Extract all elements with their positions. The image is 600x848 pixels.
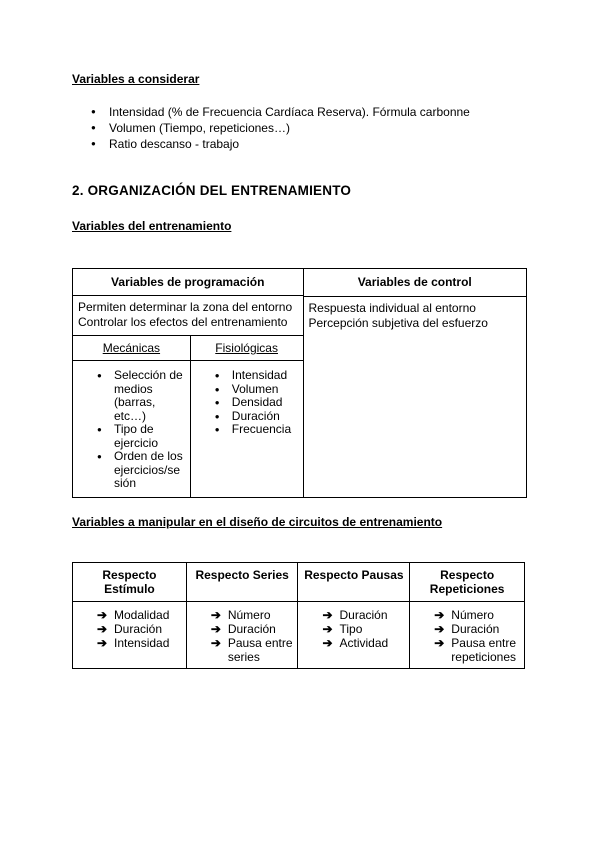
circuitos-table xyxy=(72,562,525,669)
header-line: Repeticiones xyxy=(429,582,505,596)
variables-table xyxy=(72,268,527,498)
list-item-label: Número xyxy=(451,608,494,622)
mecanicas-cell xyxy=(73,336,191,498)
list-item xyxy=(434,622,522,636)
list-item xyxy=(322,608,407,622)
header-line: Estímulo xyxy=(104,582,155,596)
list-item-line: ● Selección de xyxy=(114,368,183,382)
list-item-label: Modalidad xyxy=(114,608,170,622)
list-item xyxy=(97,608,184,622)
list-item xyxy=(114,450,190,491)
control-desc-2: Percepción subjetiva del esfuerzo xyxy=(308,316,488,330)
list-item: ● Duración xyxy=(232,410,303,424)
list-item: ● Intensidad (% de Frecuencia Cardíaca Reserva). Fórmula carbonne xyxy=(109,104,529,120)
list-item xyxy=(114,369,190,423)
list-item xyxy=(434,608,522,622)
list-item xyxy=(211,636,296,664)
repeticiones-cell xyxy=(410,602,525,669)
series-cell xyxy=(186,602,298,669)
list-item-line: etc…) xyxy=(114,408,147,423)
list-item: ● Volumen (Tiempo, repeticiones…) xyxy=(109,120,529,136)
section-title-organizacion: 2. ORGANIZACIÓN DEL ENTRENAMIENTO xyxy=(72,183,352,198)
fisiologicas-header: Fisiológicas xyxy=(191,336,303,361)
series-list xyxy=(211,608,296,664)
programacion-desc-2: Controlar los efectos del entrenamiento xyxy=(78,315,288,329)
arrow-right-icon: ➔ xyxy=(97,608,108,622)
section-heading-variables: Variables a considerar xyxy=(72,72,200,86)
list-item-label: Duración xyxy=(227,622,276,636)
section-heading-variables-entrenamiento: Variables del entrenamiento xyxy=(72,219,232,233)
arrow-right-icon: ➔ xyxy=(322,608,333,622)
list-item xyxy=(97,622,184,636)
control-desc-1: Respuesta individual al entorno xyxy=(308,301,476,315)
list-item: ● Intensidad xyxy=(232,369,303,383)
mecanicas-list xyxy=(73,361,190,497)
list-item xyxy=(322,622,407,636)
list-item: ● Ratio descanso - trabajo xyxy=(109,136,529,152)
programacion-desc xyxy=(73,296,304,336)
list-item-label: Número xyxy=(227,608,271,622)
header-control: Variables de control xyxy=(304,269,527,297)
arrow-right-icon: ➔ xyxy=(434,608,445,622)
list-item-label: Intensidad xyxy=(114,636,170,650)
mecanicas-header: Mecánicas xyxy=(73,336,190,361)
header-series xyxy=(186,563,298,602)
list-item: ● Volumen xyxy=(232,383,303,397)
header-line: Respecto Series xyxy=(195,568,289,582)
fisiologicas-list xyxy=(191,361,303,443)
control-cell xyxy=(303,269,527,498)
fisiologicas-cell xyxy=(190,336,303,498)
header-programacion: Variables de programación xyxy=(73,269,304,296)
list-item xyxy=(322,636,407,650)
list-item-label: Tipo xyxy=(339,622,363,636)
list-item: ● Frecuencia xyxy=(232,423,303,437)
list-item-line: medios xyxy=(114,381,153,396)
list-item-line: series xyxy=(227,650,260,664)
arrow-right-icon: ➔ xyxy=(322,636,333,650)
arrow-right-icon: ➔ xyxy=(97,622,108,636)
list-item-line: ejercicios/se xyxy=(114,462,181,477)
programacion-desc-1: Permiten determinar la zona del entorno xyxy=(78,300,293,314)
arrow-right-icon: ➔ xyxy=(210,608,221,622)
arrow-right-icon: ➔ xyxy=(322,622,333,636)
list-item-line: (barras, xyxy=(114,395,156,409)
arrow-right-icon: ➔ xyxy=(97,636,108,650)
list-item xyxy=(97,636,184,650)
list-item-line: repeticiones xyxy=(451,650,516,664)
list-item-label: Duración xyxy=(339,608,388,622)
list-item-line: Pausa entre xyxy=(227,636,293,650)
list-item: ● Densidad xyxy=(232,396,303,410)
list-item-line: ● Orden de los xyxy=(114,449,183,463)
list-item-label: Duración xyxy=(451,622,500,636)
list-item xyxy=(114,423,190,450)
header-pausas xyxy=(298,563,410,602)
header-line: Respecto Pausas xyxy=(304,568,404,582)
section-heading-circuitos: Variables a manipular en el diseño de circuitos de entrenamiento xyxy=(72,515,443,529)
arrow-right-icon: ➔ xyxy=(434,636,445,650)
list-item-line: sión xyxy=(114,476,137,490)
list-item-label: Actividad xyxy=(339,636,389,650)
list-item-label: Duración xyxy=(114,622,163,636)
arrow-right-icon: ➔ xyxy=(210,622,221,636)
list-item-line: ejercicio xyxy=(114,435,159,450)
estimulo-cell xyxy=(73,602,187,669)
header-line: Respecto xyxy=(102,568,157,582)
list-item-line: ● Tipo de xyxy=(114,422,154,436)
pausas-list xyxy=(322,608,407,650)
estimulo-list xyxy=(97,608,184,650)
repeticiones-list xyxy=(434,608,522,664)
list-item-line: Pausa entre xyxy=(451,636,516,650)
pausas-cell xyxy=(298,602,410,669)
header-estimulo xyxy=(73,563,187,602)
list-item xyxy=(211,622,296,636)
variables-list xyxy=(109,104,529,152)
header-repeticiones xyxy=(410,563,525,602)
list-item xyxy=(211,608,296,622)
arrow-right-icon: ➔ xyxy=(210,636,221,650)
list-item xyxy=(434,636,522,664)
arrow-right-icon: ➔ xyxy=(434,622,445,636)
header-line: Respecto xyxy=(440,568,495,582)
